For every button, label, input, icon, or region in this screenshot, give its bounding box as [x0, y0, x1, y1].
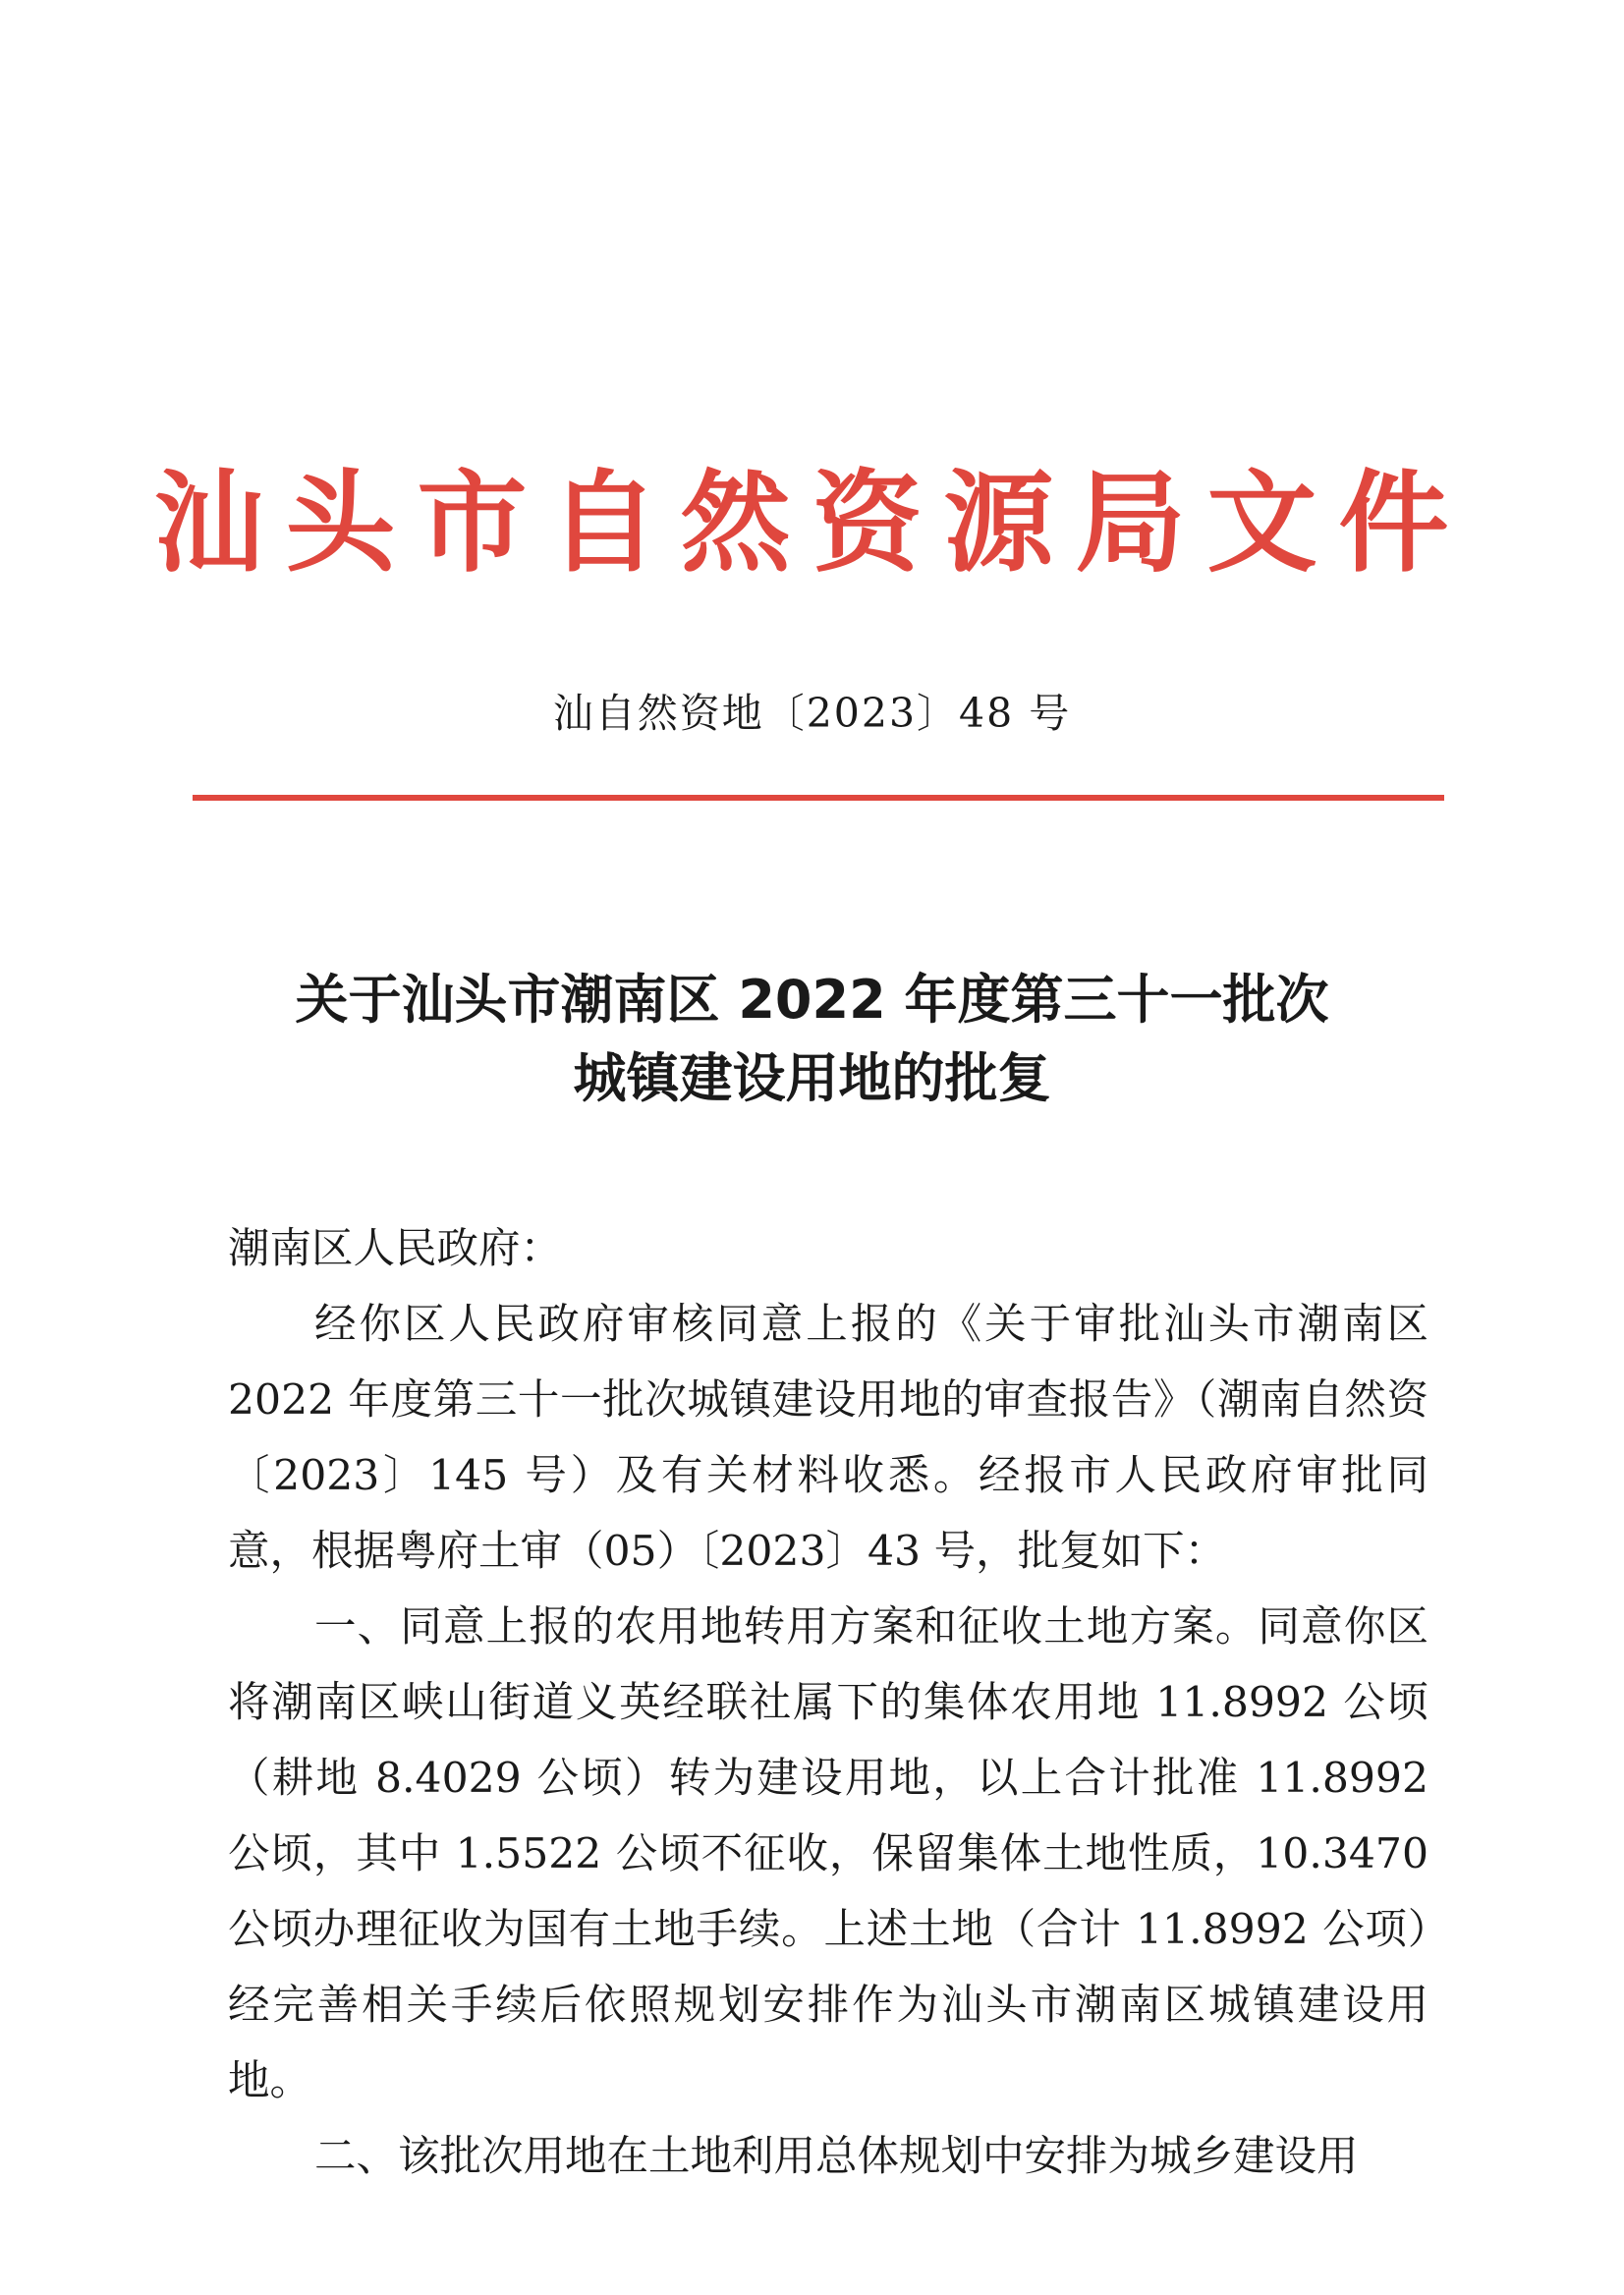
- body-paragraph-item-1: 一、同意上报的农用地转用方案和征收土地方案。同意你区将潮南区峡山街道义英经联社属下的集体农用地 11.8992 公顷（耕地 8.4029 公顷）转为建设用地，以上合计批准 11.8992 公顷，其中 1.5522 公顷不征收，保留集体土地性质，10.3470 公顷办理征收为国有土地手续。上述土地（合计 11.8992 公项）经完善相关手续后依照规划安排作为汕头市潮南区城镇建设用地。: [228, 1603, 1428, 2105]
- red-separator-line: [193, 795, 1444, 801]
- title-line-2: 城镇建设用地的批复: [573, 1047, 1051, 1109]
- document-title: [0, 961, 1624, 1118]
- body-paragraph-intro: 经你区人民政府审核同意上报的《关于审批汕头市潮南区 2022 年度第三十一批次城镇建设用地的审查报告》（潮南自然资〔2023〕145 号）及有关材料收悉。经报市人民政府审批同意，根据粤府土审（05）〔2023〕43 号，批复如下：: [228, 1301, 1428, 1576]
- document-body: [228, 1211, 1428, 2195]
- document-masthead: 汕头市自然资源局文件: [153, 459, 1471, 588]
- title-line-1: 关于汕头市潮南区 2022 年度第三十一批次: [295, 969, 1329, 1031]
- body-paragraph-item-2: 二、该批次用地在土地利用总体规划中安排为城乡建设用: [314, 2133, 1359, 2181]
- salutation: 潮南区人民政府：: [228, 1225, 563, 1273]
- document-number: 汕自然资地〔2023〕48 号: [552, 690, 1072, 737]
